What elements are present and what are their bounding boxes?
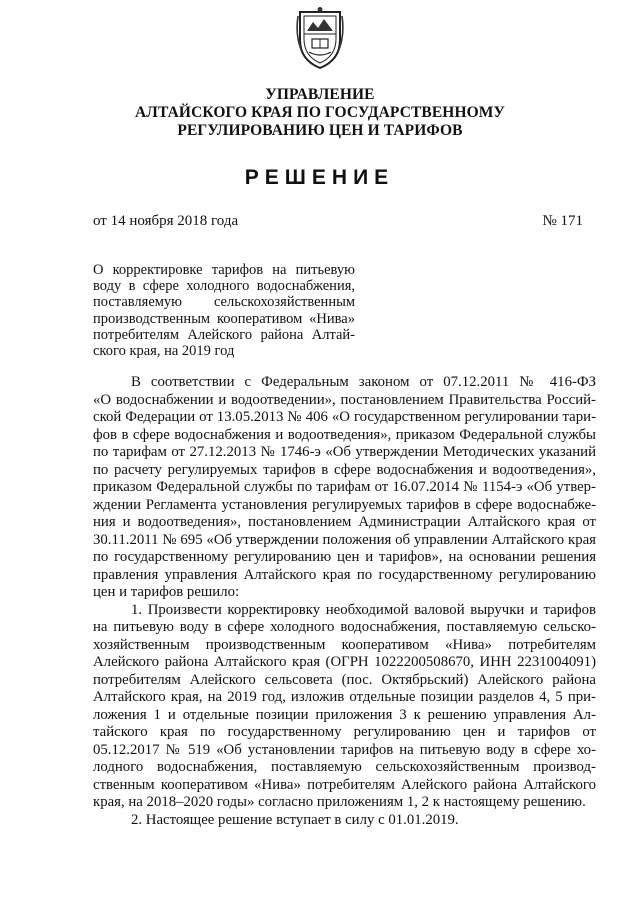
subject-line: поставляемую сельскохозяйственным [93,294,355,311]
altai-krai-coat-of-arms-icon [296,6,344,72]
body-line: 05.12.2017 № 519 «Об установлении тарифов на питьевую воду в сфере хо- [93,741,596,758]
body-line: потребителям Алейского сельсовета (пос. Октябрьский) Алейского района [93,671,596,688]
body-line: края, на 2018–2020 годы» согласно приложениям 1, 2 к настоящему решению. [93,794,586,810]
body-line: цен и тарифов решило: [93,584,240,600]
organization-name-line: АЛТАЙСКОГО КРАЯ ПО ГОСУДАРСТВЕННОМУ [135,104,505,121]
body-line: по государственному регулированию цен и тарифов», на основании решения [93,549,596,565]
body-line: на питьевую воду в сфере холодного водоснабжения, поставляемую сельско- [93,619,596,635]
body-line: 1. Произвести корректировку необходимой валовой выручки и тарифов [131,601,596,618]
body-line: Алейского района Алтайского края (ОГРН 1022200508670, ИНН 2231004091) [93,654,596,670]
document-number: № 171 [542,213,583,229]
subject-line: ского края, на 2019 год [93,343,235,360]
body-line: «О водоснабжении и водоотведении», постановлением Правительства Россий- [93,391,596,408]
body-line: лодного водоснабжения, поставляемую сельскохозяйственным производ- [93,759,596,775]
organization-name-line: РЕГУЛИРОВАНИЮ ЦЕН И ТАРИФОВ [177,122,463,139]
body-line: В соответствии с Федеральным законом от 07.12.2011 № 416-ФЗ [131,374,596,390]
body-line: ния и водоотведения», постановлением Администрации Алтайского края от [93,514,596,530]
document-subject [93,262,355,359]
subject-line: О корректировке тарифов на питьевую [93,262,355,278]
body-line: ложения 1 и отдельные позиции приложения 3 к решению управления Ал- [93,706,596,723]
body-line: тайского края по государственному регулированию цен и тарифов от [93,724,596,740]
document-type-title: РЕШЕНИЕ [244,166,395,189]
body-line: ственным кооперативом «Нива» потребителям Алейского района Алтайского [93,776,596,793]
body-line: Алтайского края, на 2019 год, изложив отдельные позиции разделов 4, 5 при- [93,689,596,705]
document-date: от 14 ноября 2018 года [93,213,239,229]
subject-line: потребителям Алейского района Алтай- [93,326,355,343]
document-body [93,374,596,829]
body-line: фов в сфере водоснабжения и водоотведения», приказом Федеральной службы [93,426,596,443]
body-line: по тарифам от 27.12.2013 № 1746-э «Об утверждении Методических указаний [93,444,596,460]
organization-name-line: УПРАВЛЕНИЕ [265,86,375,103]
body-line: хозяйственным производственным кооперативом «Нива» потребителям [93,636,596,653]
body-line: по расчету регулируемых тарифов в сфере водоснабжения и водоотведения», [93,461,596,478]
subject-line: производственным кооперативом «Нива» [93,310,355,327]
body-line: 2. Настоящее решение вступает в силу с 01.01.2019. [131,811,459,828]
body-line: правления управления Алтайского края по государственному регулированию [93,566,596,583]
body-line: приказом Федеральной службы по тарифам от 16.07.2014 № 1154-э «Об утвер- [93,479,596,495]
body-line: ждении Регламента установления регулируемых тарифов в сфере водоснабже- [93,496,596,513]
body-line: ской Федерации от 13.05.2013 № 406 «О государственном регулировании тари- [93,409,596,425]
body-line: 30.11.2011 № 695 «Об утверждении положения об управлении Алтайского края [93,531,596,548]
subject-line: воду в сфере холодного водоснабжения, [93,278,355,295]
